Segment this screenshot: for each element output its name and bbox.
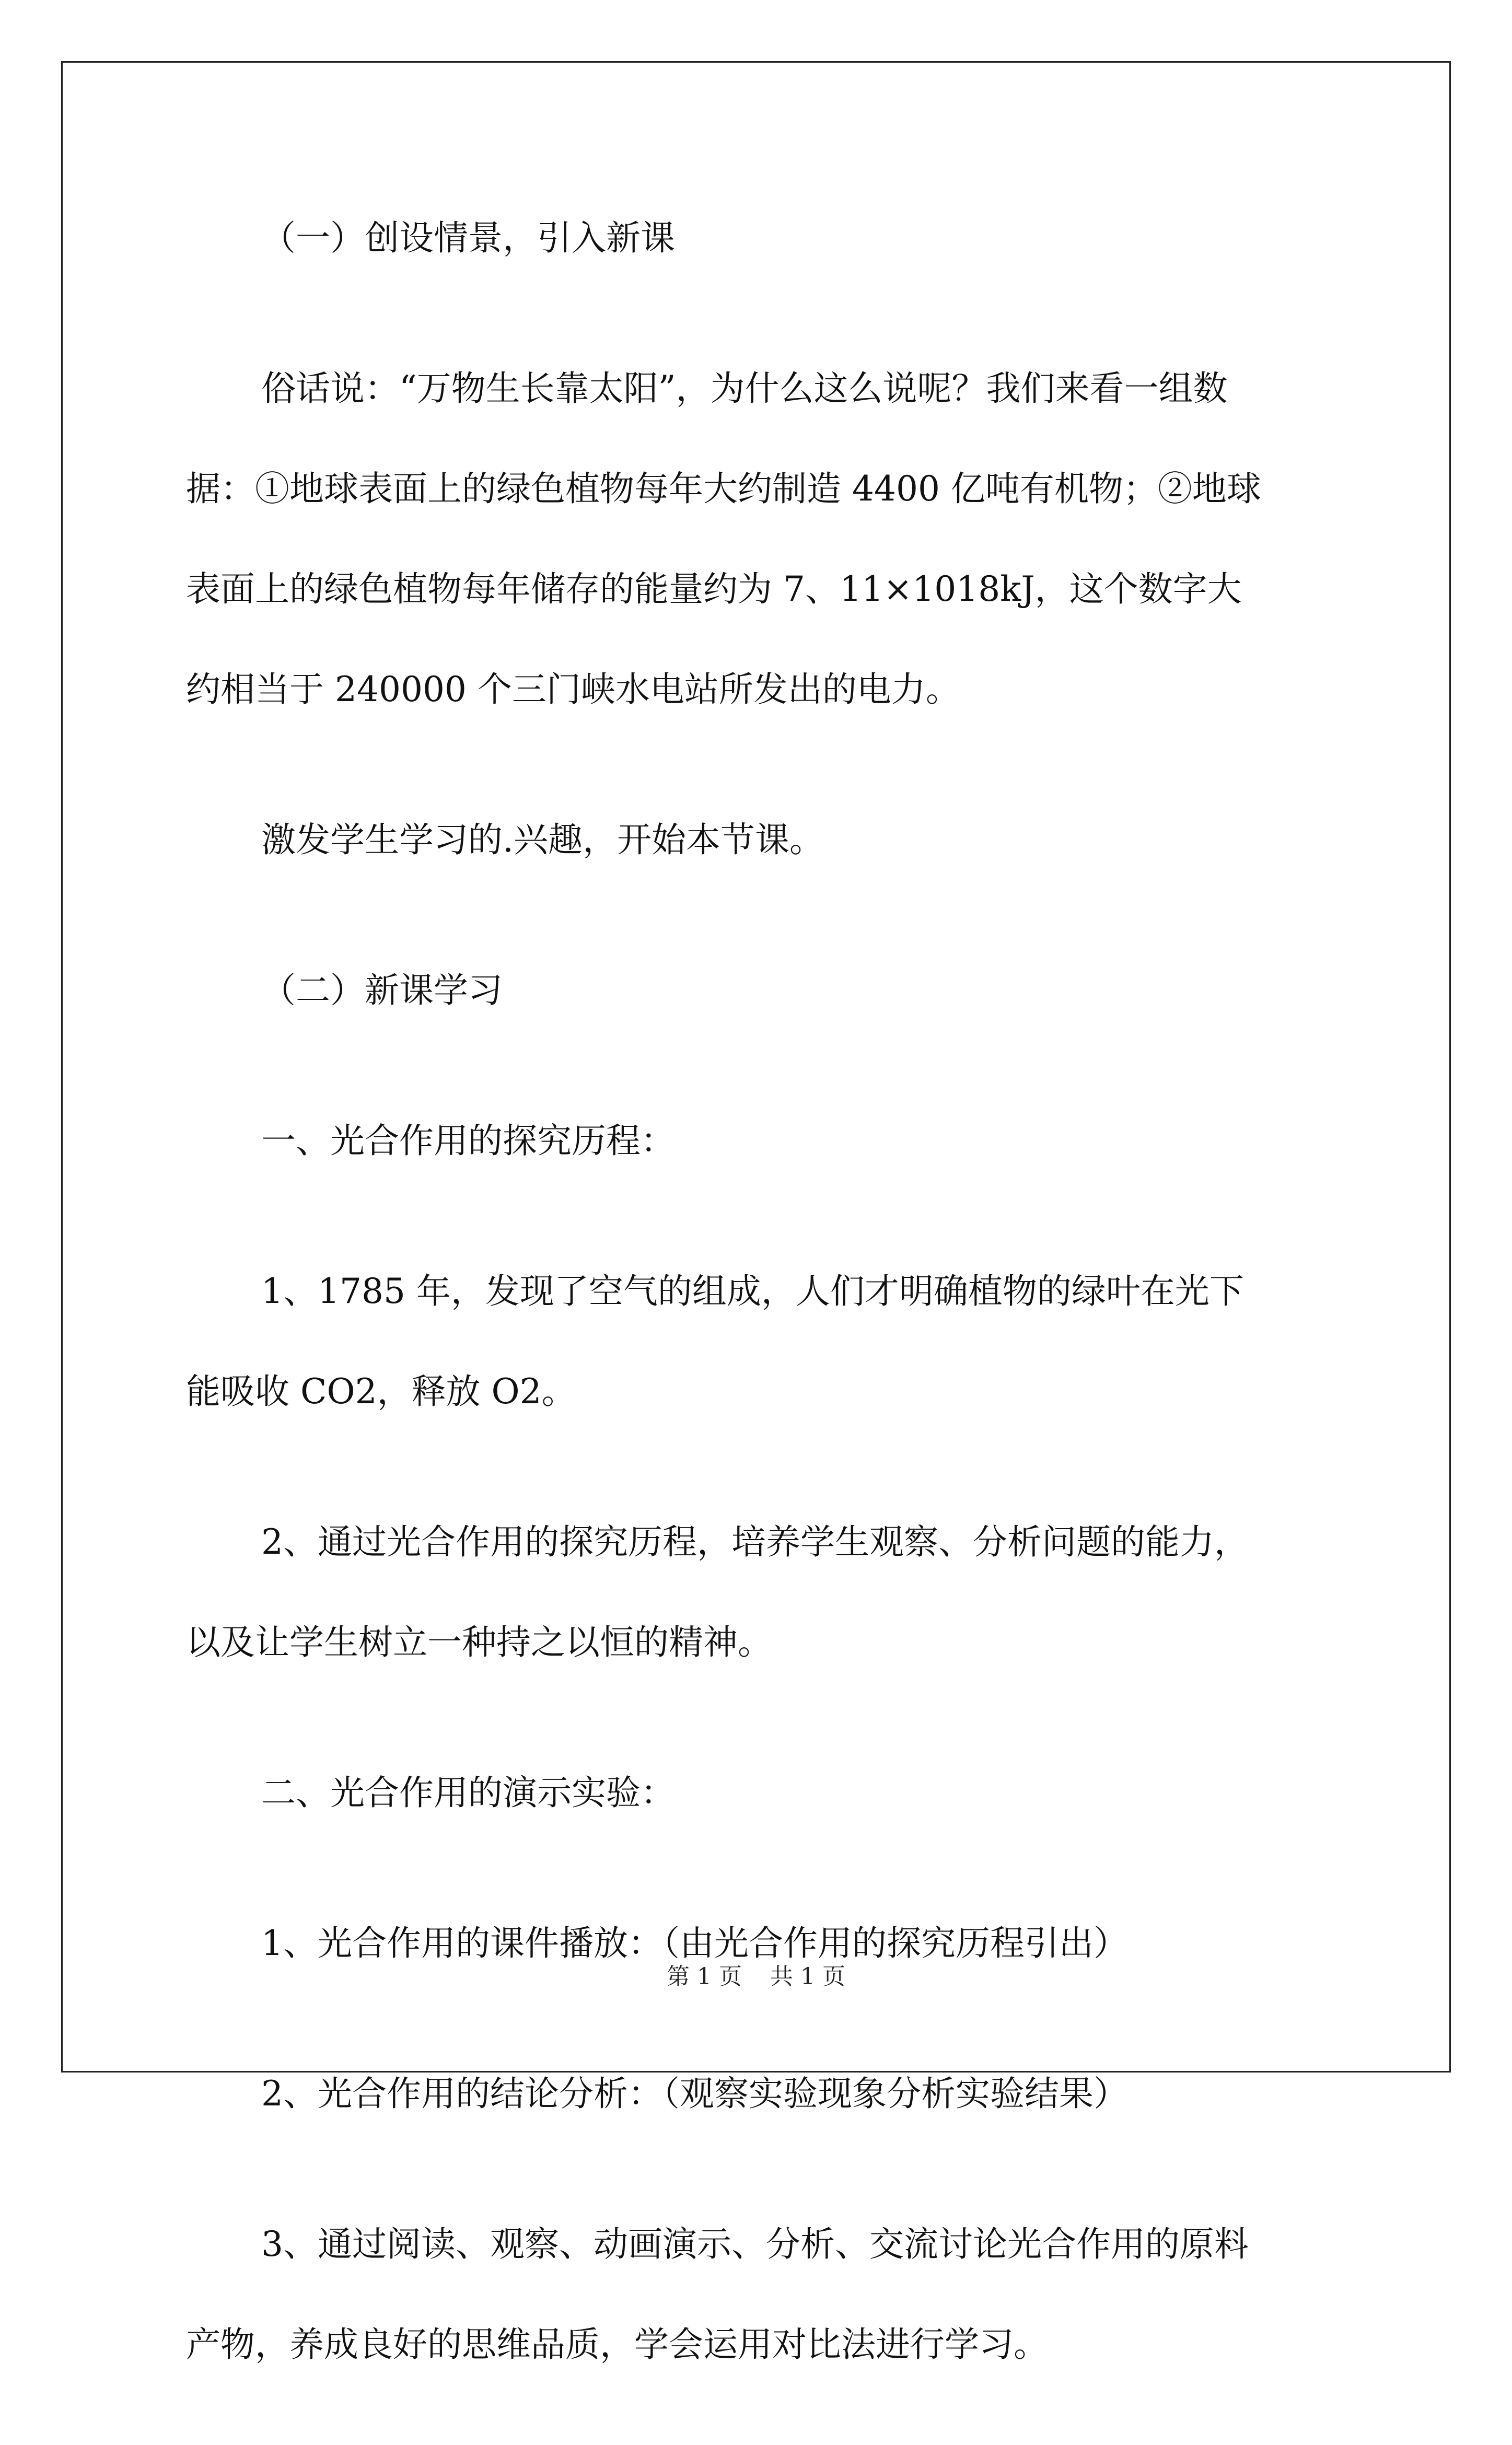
motivation-paragraph	[186, 790, 1335, 890]
text-line: （二）新课学习	[261, 970, 503, 1010]
text-line: 约相当于 240000 个三门峡水电站所发出的电力。	[186, 669, 960, 709]
intro-paragraph	[186, 339, 1335, 740]
history-item-1	[186, 1241, 1335, 1442]
text-line: 2、通过光合作用的探究历程，培养学生观察、分析问题的能力，	[261, 1522, 1249, 1562]
subheading-history	[186, 1091, 1335, 1191]
text-line: 表面上的绿色植物每年储存的能量约为 7、11×1018kJ，这个数字大	[186, 569, 1242, 609]
text-line: （一）创设情景，引入新课	[261, 218, 675, 258]
section-heading-2	[186, 940, 1335, 1041]
page-number: 第 1 页	[667, 1963, 742, 1990]
text-line: 激发学生学习的.兴趣，开始本节课。	[261, 820, 824, 860]
text-line: 1、光合作用的课件播放：（由光合作用的探究历程引出）	[261, 1923, 1128, 1963]
text-line: 能吸收 CO2，释放 O2。	[186, 1371, 576, 1412]
text-line: 一、光合作用的探究历程：	[261, 1121, 675, 1161]
text-line: 据：①地球表面上的绿色植物每年大约制造 4400 亿吨有机物；②地球	[186, 469, 1261, 509]
text-line: 产物，养成良好的思维品质，学会运用对比法进行学习。	[186, 2324, 1048, 2365]
history-item-2	[186, 1492, 1335, 1693]
page-total: 共 1 页	[770, 1963, 845, 1990]
subheading-experiment	[186, 1743, 1335, 1843]
text-line: 1、1785 年，发现了空气的组成，人们才明确植物的绿叶在光下	[261, 1271, 1244, 1311]
text-line: 二、光合作用的演示实验：	[261, 1773, 675, 1813]
experiment-item-3	[186, 2194, 1335, 2395]
text-line: 以及让学生树立一种持之以恒的精神。	[186, 1622, 772, 1662]
document-body	[186, 188, 1335, 2445]
text-line: 3、通过阅读、观察、动画演示、分析、交流讨论光合作用的原料	[261, 2224, 1249, 2264]
experiment-item-2	[186, 2044, 1335, 2144]
text-line: 俗话说：“万物生长靠太阳”，为什么这么说呢？我们来看一组数	[261, 368, 1228, 409]
page-footer	[0, 1961, 1512, 1993]
text-line: 2、光合作用的结论分析：（观察实验现象分析实验结果）	[261, 2074, 1128, 2114]
section-heading-1	[186, 188, 1335, 288]
